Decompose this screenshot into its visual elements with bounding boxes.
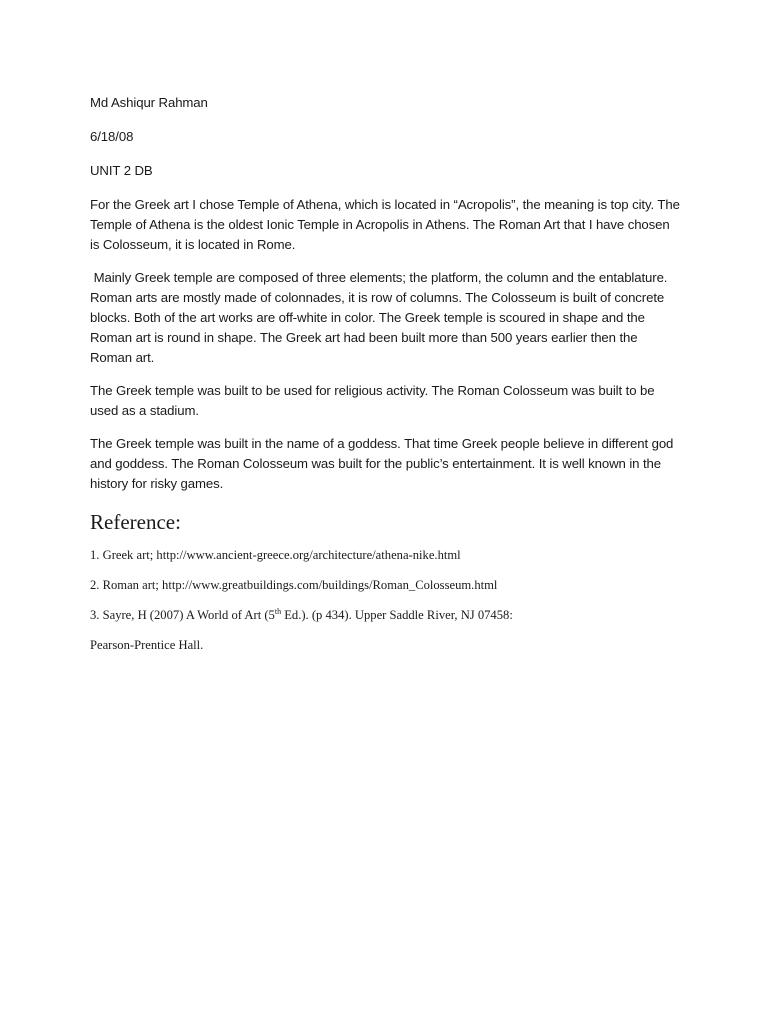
document-date: 6/18/08 [90,129,134,144]
reference-3-publisher: Pearson-Prentice Hall. [90,638,204,652]
paragraph-3: The Greek temple was built to be used for religious activity. The Roman Colosseum was built to be used as a stadium. [90,383,655,418]
reference-3-superscript: th [274,606,282,616]
unit-label: UNIT 2 DB [90,163,153,178]
reference-3-text-end: Ed.). (p 434). Upper Saddle River, NJ 07458: [281,608,513,622]
reference-heading: Reference: [90,510,181,534]
paragraph-4: The Greek temple was built in the name of a goddess. That time Greek people believe in different god and goddess. The Roman Colosseum was built for the public’s entertainment. It is well known in the history for risky games. [90,436,674,491]
reference-1: 1. Greek art; http://www.ancient-greece.org/architecture/athena-nike.html [90,548,461,562]
document-body [90,93,682,666]
paragraph-1: For the Greek art I chose Temple of Athena, which is located in “Acropolis”, the meaning is top city. The Temple of Athena is the oldest Ionic Temple in Acropolis in Athens. The Roman Art that I have chosen is Colosseum, it is located in Rome. [90,197,680,252]
reference-2: 2. Roman art; http://www.greatbuildings.com/buildings/Roman_Colosseum.html [90,578,498,592]
author-name: Md Ashiqur Rahman [90,95,208,110]
reference-3 [90,606,682,624]
paragraph-2: Mainly Greek temple are composed of three elements; the platform, the column and the entablature. Roman arts are mostly made of colonnades, it is row of columns. The Colosseum is built of concrete blocks. Both of the art works are off-white in color. The Greek temple is scoured in shape and the Roman art is round in shape. The Greek art had been built more than 500 years earlier then the Roman art. [90,270,671,365]
reference-3-text: 3. Sayre, H (2007) A World of Art (5 [90,608,275,622]
